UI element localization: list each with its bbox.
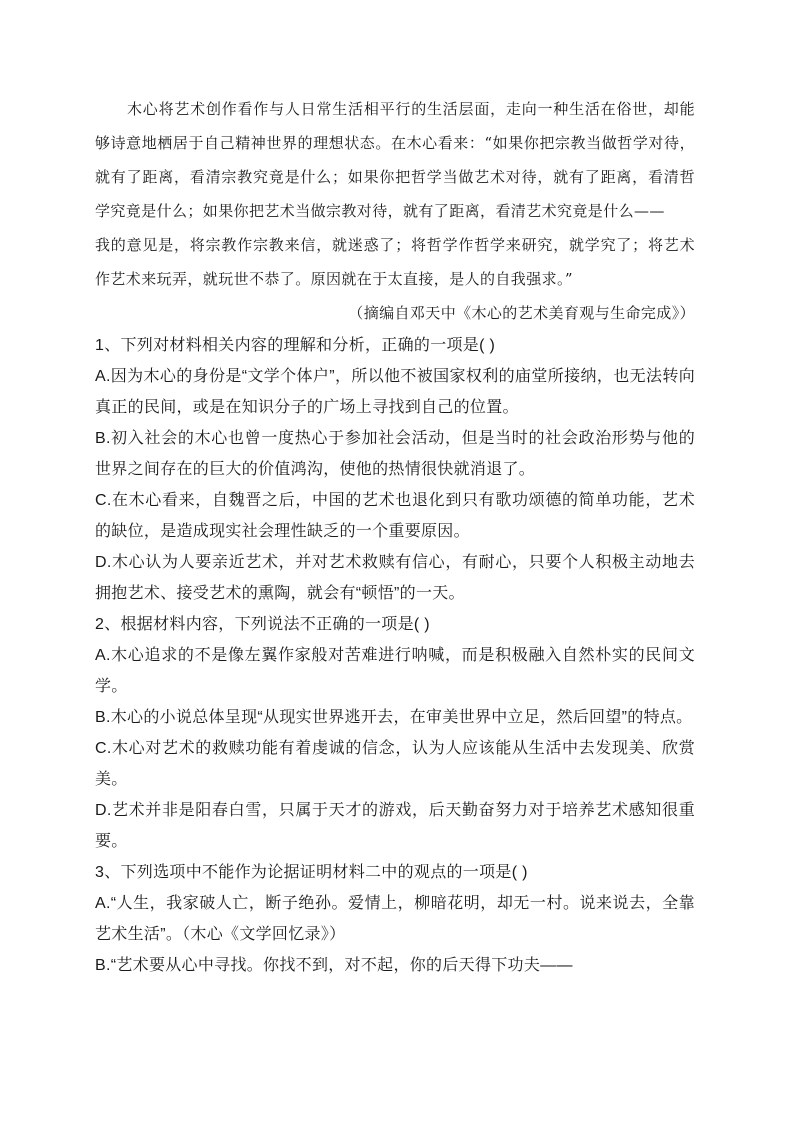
question-stem: 3、下列选项中不能作为论据证明材料二中的观点的一项是( ) [95,864,528,881]
option-a: A.“人生，我家破人亡，断子绝孙。爱情上，柳暗花明，却无一村。说来说去，全靠艺术生活”。（木心《文学回忆录》） [95,895,695,943]
option-c: C.木心对艺术的救赎功能有着虔诚的信念，认为人应该能从生活中去发现美、欣赏美。 [95,740,695,788]
option-a: A.因为木心的身份是“文学个体户”，所以他不被国家权利的庙堂所接纳，也无法转向真正的民间，或是在知识分子的广场上寻找到自己的位置。 [95,368,695,416]
question-1 [95,330,695,609]
option-a: A.木心追求的不是像左翼作家般对苦难进行呐喊，而是积极融入自然朴实的民间文学。 [95,647,695,695]
passage-paragraph: 我的意见是，将宗教作宗教来信，就迷惑了；将哲学作哲学来研究，就学究了；将艺术作艺术来玩弄，就玩世不恭了。原因就在于太直接，是人的自我强求。” [95,236,695,288]
passage-source: （摘编自邓天中《木心的艺术美育观与生命完成》） [348,304,695,322]
option-d: D.木心认为人要亲近艺术，并对艺术救赎有信心，有耐心，只要个人积极主动地去拥抱艺术、接受艺术的熏陶，就会有“顿悟”的一天。 [95,554,695,602]
option-b: B.“艺术要从心中寻找。你找不到，对不起，你的后天得下功夫—— [95,957,573,974]
question-3 [95,857,695,981]
question-2 [95,609,695,857]
passage [95,92,695,330]
option-b: B.初入社会的木心也曾一度热心于参加社会活动，但是当时的社会政治形势与他的世界之间存在的巨大的价值鸿沟，使他的热情很快就消退了。 [95,430,695,478]
passage-paragraph: 木心将艺术创作看作与人日常生活相平行的生活层面，走向一种生活在俗世，却能够诗意地栖居于自己精神世界的理想状态。在木心看来：“如果你把宗教当做哲学对待，就有了距离，看清宗教究竟是什么；如果你把哲学当做艺术对待，就有了距离，看清哲学究竟是什么；如果你把艺术当做宗教对待，就有了距离，看清艺术究竟是什么—— [95,100,695,220]
option-b: B.木心的小说总体呈现“从现实世界逃开去，在审美世界中立足，然后回望”的特点。 [95,709,693,726]
option-d: D.艺术并非是阳春白雪，只属于天才的游戏，后天勤奋努力对于培养艺术感知很重要。 [95,802,695,850]
document-content [95,92,695,981]
question-stem: 2、根据材料内容，下列说法不正确的一项是( ) [95,616,430,633]
question-stem: 1、下列对材料相关内容的理解和分析，正确的一项是( ) [95,337,496,354]
option-c: C.在木心看来，自魏晋之后，中国的艺术也退化到只有歌功颂德的简单功能，艺术的缺位，是造成现实社会理性缺乏的一个重要原因。 [95,492,695,540]
